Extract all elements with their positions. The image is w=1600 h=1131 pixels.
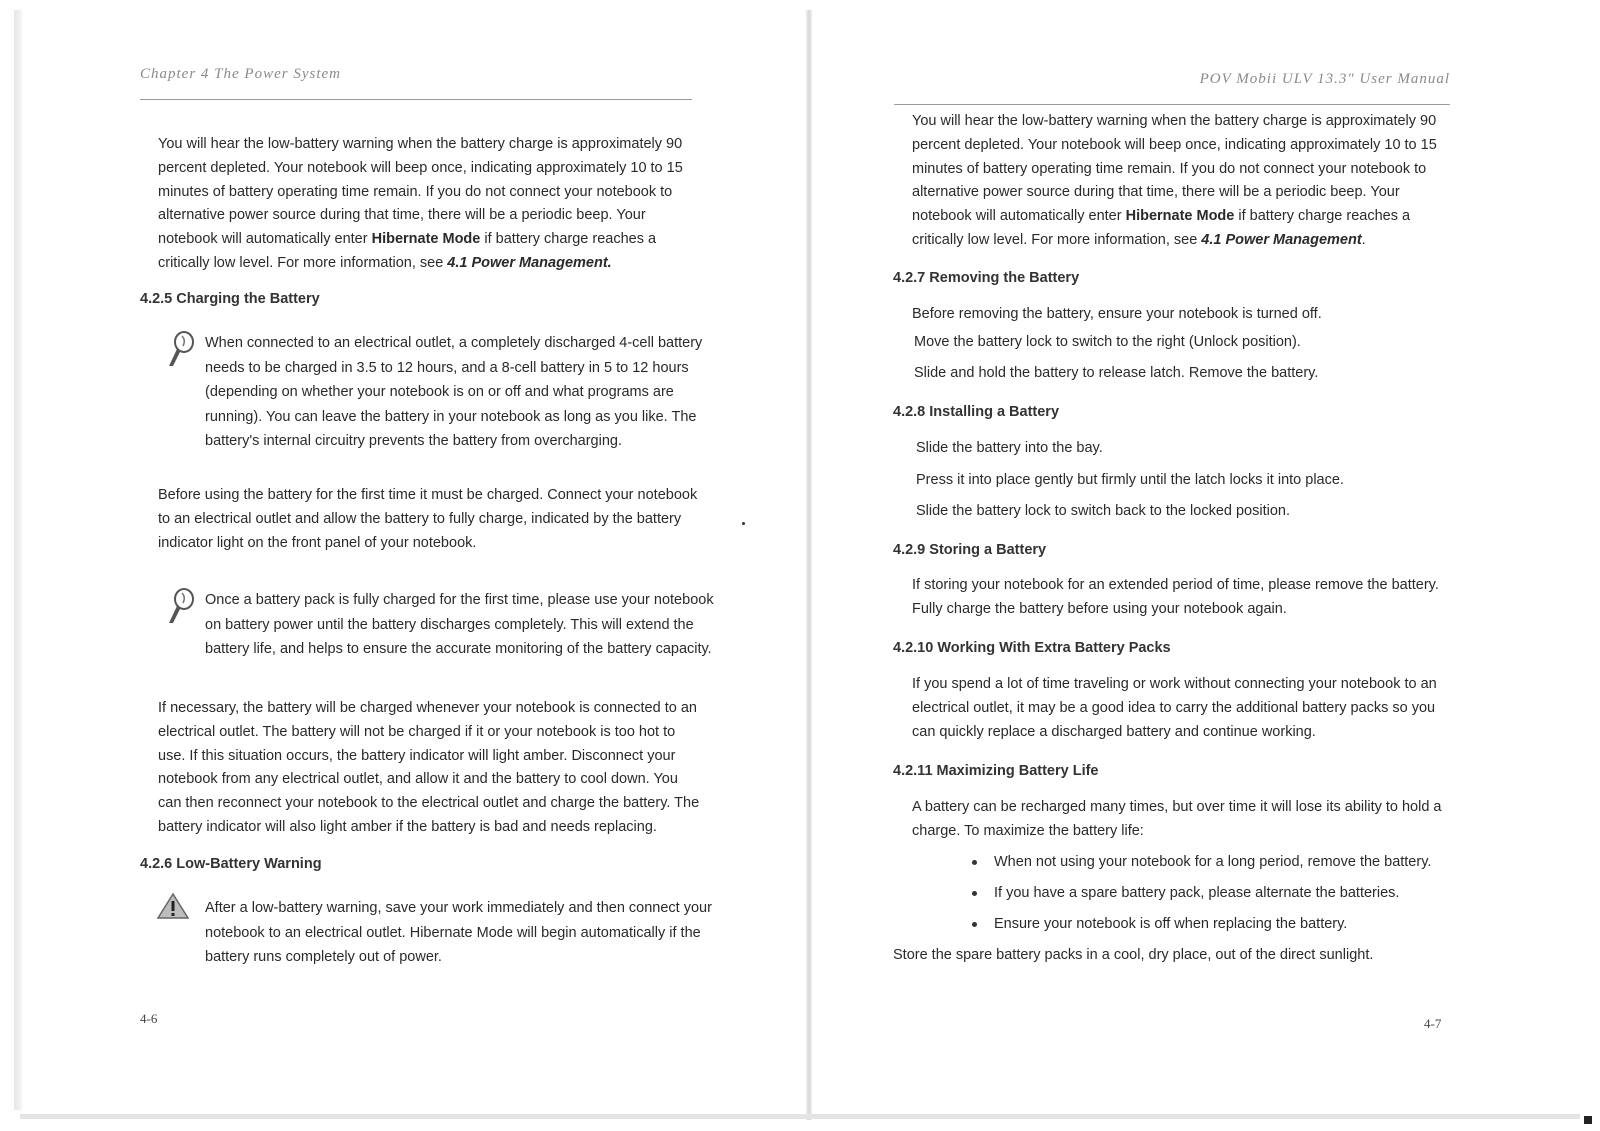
maximizing-text: A battery can be recharged many times, but over time it will lose its ability to hold a charge. To maximize the battery life: — [912, 799, 1442, 839]
extra-packs-paragraph — [912, 673, 1460, 744]
intro-text-middle: if battery charge reaches a critically low level. For more information, see — [158, 231, 657, 271]
warning-triangle-icon — [156, 892, 190, 920]
paragraph-first-charge-text: Before using the battery for the first time it must be charged. Connect your notebook to an electrical outlet and allow the battery to fully charge, indicated by the battery indicator light on the front panel of your notebook. — [158, 487, 698, 551]
note-charging-time — [205, 331, 703, 454]
storing-battery-text: If storing your notebook for an extended period of time, please remove the battery. Fully charge the battery before using your notebook again. — [912, 577, 1439, 617]
warning-low-battery — [205, 896, 715, 970]
page-number-left: 4-6 — [140, 1011, 158, 1026]
removing-step-2: Move the battery lock to switch to the right (Unlock position). — [914, 334, 1301, 350]
bullet-dot — [972, 891, 977, 896]
heading-maximizing-battery-life: 4.2.11 Maximizing Battery Life — [893, 763, 1099, 779]
note-charging-time-text: When connected to an electrical outlet, a completely discharged 4-cell battery needs to be charged in 3.5 to 12 hours, and a 8-cell battery in 5 to 12 hours (depending on whether your notebook is on or off and what programs are running). You can leave the battery in your notebook as long as you like. The battery's internal circuitry prevents the battery from overcharging. — [205, 335, 703, 450]
closing-paragraph: Store the spare battery packs in a cool, dry place, out of the direct sunlight. — [893, 947, 1374, 963]
running-head-chapter: Chapter 4 The Power System — [140, 66, 341, 82]
heading-low-battery-warning: 4.2.6 Low-Battery Warning — [140, 856, 322, 872]
note-pen-icon — [166, 330, 196, 370]
intro-text-end: . — [1361, 231, 1366, 248]
header-rule — [140, 99, 692, 100]
installing-step-1: Slide the battery into the bay. — [916, 440, 1103, 456]
heading-charging-battery: 4.2.5 Charging the Battery — [140, 291, 320, 307]
running-head-manual: POV Mobii ULV 13.3" User Manual — [1199, 71, 1450, 87]
removing-step-3: Slide and hold the battery to release latch. Remove the battery. — [914, 365, 1319, 381]
power-management-reference: 4.1 Power Management — [1201, 231, 1362, 248]
tip-bullet-3: Ensure your notebook is off when replacing the battery. — [994, 916, 1348, 932]
hibernate-mode-term: Hibernate Mode — [371, 231, 481, 248]
intro-text-middle: if battery charge reaches a critically low level. For more information, see — [912, 208, 1411, 248]
heading-installing-battery: 4.2.8 Installing a Battery — [893, 404, 1060, 420]
heading-extra-battery-packs: 4.2.10 Working With Extra Battery Packs — [893, 640, 1171, 656]
heading-storing-battery: 4.2.9 Storing a Battery — [893, 542, 1047, 558]
intro-paragraph — [912, 110, 1452, 253]
paragraph-first-charge — [158, 484, 698, 555]
removing-step-1: Before removing the battery, ensure your notebook is turned off. — [912, 306, 1322, 322]
installing-step-2: Press it into place gently but firmly until the latch locks it into place. — [916, 472, 1344, 488]
installing-step-3: Slide the battery lock to switch back to the locked position. — [916, 503, 1290, 519]
note-full-discharge-text: Once a battery pack is fully charged for the first time, please use your notebook on battery power until the battery discharges completely. This will extend the battery life, and helps to ensure the accurate monitoring of the battery capacity. — [205, 592, 714, 658]
bullet-dot — [972, 922, 977, 927]
extra-packs-text: If you spend a lot of time traveling or work without connecting your notebook to an electrical outlet, it may be a good idea to carry the additional battery packs so you can quickly replace a discharged battery and continue working. — [912, 676, 1437, 740]
intro-text: You will hear the low-battery warning when the battery charge is approximately 90 percent depleted. Your notebook will beep once, indicating approximately 10 to 15 minutes of battery operating time remain. If you do not connect your notebook to alternative power source during that time, there will be a periodic beep. Your notebook will automatically enter — [912, 113, 1437, 225]
paragraph-battery-hot-text: If necessary, the battery will be charged whenever your notebook is connected to an electrical outlet. The battery will not be charged if it or your notebook is too hot to use. If this situation occurs, the battery indicator will light amber. Disconnect your notebook from any electrical outlet, and allow it and the battery to cool down. You can then reconnect your notebook to the electrical outlet and charge the battery. The battery indicator will also light amber if the battery is bad and needs replacing. — [158, 700, 700, 835]
tip-bullet-2: If you have a spare battery pack, please alternate the batteries. — [994, 885, 1400, 901]
heading-removing-battery: 4.2.7 Removing the Battery — [893, 270, 1080, 286]
note-pen-icon — [166, 587, 196, 627]
note-full-discharge — [205, 588, 733, 662]
hibernate-mode-term: Hibernate Mode — [1125, 208, 1235, 225]
warning-low-battery-text: After a low-battery warning, save your work immediately and then connect your notebook to an electrical outlet. Hibernate Mode will begin automatically if the battery runs completely out of power. — [205, 900, 712, 966]
power-management-reference: 4.1 Power Management. — [447, 254, 612, 271]
scan-speck — [742, 522, 745, 525]
storing-battery-paragraph — [912, 574, 1457, 622]
intro-paragraph — [158, 133, 698, 276]
intro-text: You will hear the low-battery warning when the battery charge is approximately 90 percent depleted. Your notebook will beep once, indicating approximately 10 to 15 minutes of battery operating time remain. If you do not connect your notebook to alternative power source during that time, there will be a periodic beep. Your notebook will automatically enter — [158, 136, 683, 248]
header-rule — [894, 104, 1450, 105]
bullet-dot — [972, 860, 977, 865]
paragraph-battery-hot — [158, 697, 703, 840]
page-number-right: 4-7 — [1424, 1016, 1442, 1031]
maximizing-paragraph — [912, 796, 1457, 844]
tip-bullet-1: When not using your notebook for a long period, remove the battery. — [994, 854, 1432, 870]
right-page — [810, 0, 1600, 1131]
